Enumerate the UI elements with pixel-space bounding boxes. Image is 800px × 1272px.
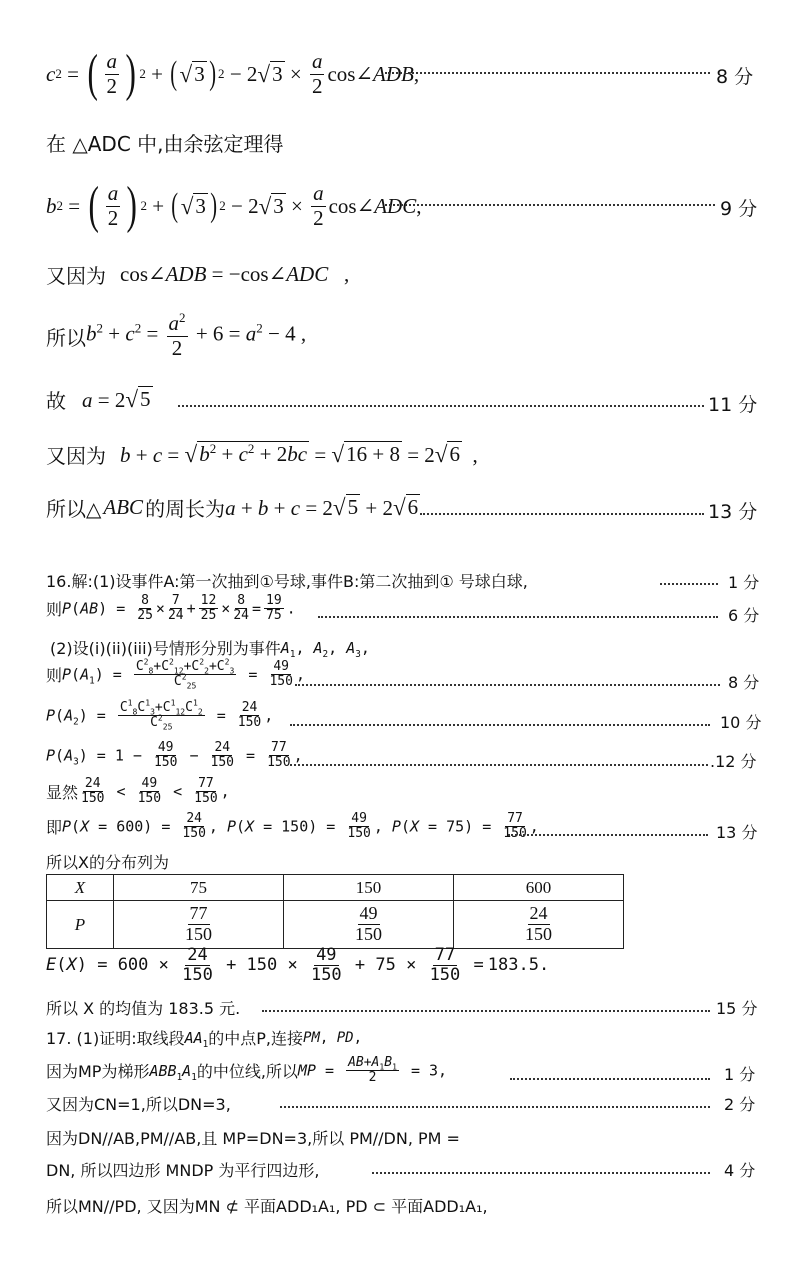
text-prefix: 则	[46, 666, 63, 686]
text-prefix: 因为MP为梯形	[46, 1062, 150, 1082]
text-prefix: 故	[46, 389, 66, 413]
text-mid: 的中位线,所以	[196, 1062, 298, 1082]
q16-line3: (2)设(i)(ii)(iii)号情形分别为事件 $A_1$, $A_2$, $A_3$,	[50, 636, 370, 659]
score-label: 2 分	[724, 1095, 756, 1114]
q16-line2: 则 P(AB) = $\frac{8}{25}$ × $\frac{7}{24}$ + $\frac{12}{25}$ × $\frac{8}{24}$ = $\frac{19}{75}$ .	[46, 593, 296, 624]
q16-line11: 所以 X 的均值为 183.5 元.	[46, 999, 241, 1018]
fraction-numerator: 49	[359, 903, 378, 924]
equation-perimeter: 所以△ ABC 的周长为 a + b + c = 2 √ 5 + 2 √ 6	[46, 494, 419, 521]
table-cell: 600	[454, 875, 624, 901]
score-label: 9 分	[720, 198, 758, 220]
text-prefix: 所以△	[46, 497, 102, 521]
q17-line6: 所以MN//PD, 又因为MN ⊄ 平面ADD₁A₁, PD ⊂ 平面ADD₁A₁,	[46, 1197, 488, 1216]
score-label: 8 分	[716, 66, 754, 88]
table-row	[47, 901, 624, 949]
score-label: .12 分	[710, 752, 757, 771]
fraction-denominator: 150	[185, 924, 212, 944]
fraction-denominator: 150	[355, 924, 382, 944]
table-cell: 150	[284, 875, 454, 901]
equation-b-squared: b 2 = ( $\frac{a}{2}$ ) 2 + ( √ 3 ) 2 − 2 √ 3 × $\frac{a}{2}$ cos∠ ADC ,	[46, 177, 422, 234]
q16-line9: 所以X的分布列为	[46, 853, 169, 872]
fraction-denominator: 150	[525, 924, 552, 944]
q17-line3: 又因为CN=1,所以DN=3,	[46, 1095, 231, 1114]
fraction-numerator: 77	[189, 903, 208, 924]
q16-line6: $P(A_3) = 1$ − $\frac{49}{150}$ − $\frac{24}{150}$ = $\frac{77}{150}$ ,	[46, 740, 303, 771]
text-prefix: 又因为	[46, 444, 106, 468]
text-prefix: (2)设(i)(ii)(iii)号情形分别为事件	[50, 639, 281, 658]
text-prefix: 又因为	[46, 264, 106, 288]
text-prefix: 即	[46, 818, 63, 838]
text-line: 在 △ADC 中,由余弦定理得	[46, 132, 284, 156]
q16-line7: 显然 $\frac{24}{150}$ < $\frac{49}{150}$ < $\frac{77}{150}$ ,	[46, 776, 230, 807]
q17-line1: 17. (1)证明:取线段 $AA_1$ 的中点P,连接 PM, PD,	[46, 1026, 362, 1049]
table-cell: X	[47, 875, 114, 901]
q17-line4: 因为DN//AB,PM//AB,且 MP=DN=3,所以 PM//DN, PM =	[46, 1129, 460, 1148]
equation-a-value: 故 a = 2 √ 5	[46, 386, 151, 413]
fraction-numerator: 24	[529, 903, 548, 924]
table-cell	[284, 901, 454, 949]
score-label: 13 分	[716, 823, 758, 842]
expectation-result: 183.5.	[487, 955, 550, 976]
score-label: 15 分	[716, 999, 758, 1018]
q16-expectation: E(X) = 600 × $\frac{24}{150}$ + 150 × $\frac{49}{150}$ + 75 × $\frac{77}{150}$ = 183.5.	[46, 945, 550, 985]
equation-sum-squares: 所以 $b^2 + c^2$ = $\frac{a^2}{2}$ + $6 = a^2 - 4$ ,	[46, 310, 307, 360]
text-prefix: 17. (1)证明:取线段	[46, 1029, 185, 1048]
q17-line5: DN, 所以四边形 MNDP 为平行四边形,	[46, 1161, 320, 1180]
text-mid: 的中点P,连接	[208, 1029, 304, 1048]
score-label: 1 分	[724, 1065, 756, 1084]
distribution-table	[46, 874, 624, 949]
equation-b-plus-c: 又因为 b + c = √ $b^2 + c^2 + 2bc$ = √ 16 + 8 = 2 √ 6 ,	[46, 441, 478, 468]
score-label: 10 分	[720, 713, 762, 732]
text-prefix: 则	[46, 600, 63, 620]
score-label: 4 分	[724, 1161, 756, 1180]
equation-c-squared: c 2 = ( $\frac{a}{2}$ ) 2 + ( √ 3 ) 2 − 2 √ 3 × $\frac{a}{2}$ cos∠ ADB ,	[46, 45, 420, 102]
score-label: 11 分	[708, 394, 758, 416]
table-cell: P	[47, 901, 114, 949]
text-prefix: 显然	[46, 783, 79, 803]
text-mid: 的周长为	[145, 497, 226, 521]
table-cell	[454, 901, 624, 949]
q16-line1: 16.解:(1)设事件A:第一次抽到①号球,事件B:第二次抽到① 号球白球,	[46, 572, 528, 591]
q16-line8: 即 P(X = 600) = $\frac{24}{150}$ , P(X = 150) = $\frac{49}{150}$ , P(X = 75) = $\frac{77}{150}$ ,	[46, 811, 539, 842]
table-row	[47, 875, 624, 901]
q16-line4: 则 $P(A_1)$ = $\frac{C^2_8+C^2_{12}+C^2_2+C^2_3}{C^2_{25}}$ = $\frac{49}{150}$ ,	[46, 657, 305, 691]
table-cell: 75	[114, 875, 284, 901]
score-label: 13 分	[708, 501, 758, 523]
score-label: 8 分	[728, 673, 760, 692]
equation-cos-relation: 又因为 cos∠ADB = −cos∠ADC ,	[46, 262, 350, 288]
q16-line5: $P(A_2)$ = $\frac{C^1_8C^1_3+C^1_{12}C^1_2}{C^2_{25}}$ = $\frac{24}{150}$ ,	[46, 698, 274, 732]
table-cell	[114, 901, 284, 949]
score-label: 1 分	[728, 573, 760, 592]
score-label: 6 分	[728, 606, 760, 625]
text-prefix: 所以	[46, 325, 86, 350]
q17-line2: 因为MP为梯形 $ABB_1A_1$ 的中位线,所以 MP = $\frac{AB+A_1B_1}{2}$ = 3,	[46, 1055, 448, 1086]
